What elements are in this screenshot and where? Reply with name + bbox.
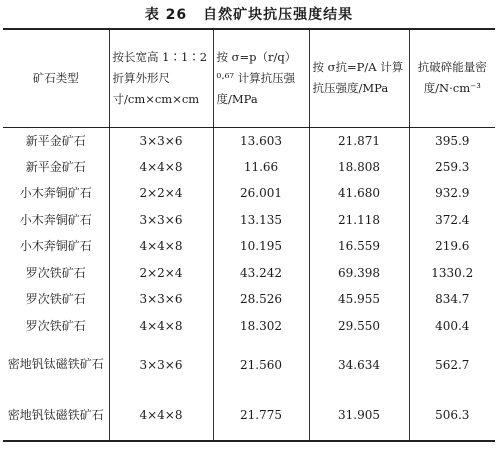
- table-row: [3, 313, 495, 340]
- cell-ore-type: 罗次铁矿石: [25, 292, 86, 307]
- cell-strength-formula: 11.66: [213, 154, 309, 181]
- cell-strength-area: 31.905: [309, 390, 409, 441]
- table-body: [3, 127, 495, 441]
- cell-energy-density: 219.6: [409, 233, 495, 260]
- cell-strength-area: 16.559: [309, 233, 409, 260]
- cell-energy-density: 400.4: [409, 313, 495, 340]
- cell-ore-type: 新平金矿石: [25, 133, 86, 148]
- cell-strength-area: 18.808: [309, 154, 409, 181]
- table-row: [3, 339, 495, 390]
- cell-size: 4×4×8: [109, 154, 213, 181]
- table-caption: 自然矿块抗压强度结果: [203, 7, 354, 23]
- table-row: [3, 154, 495, 181]
- cell-strength-area: 69.398: [309, 260, 409, 287]
- cell-strength-area: 45.955: [309, 286, 409, 313]
- header-row: [3, 29, 495, 127]
- cell-size: 2×2×4: [109, 180, 213, 207]
- cell-strength-formula: 18.302: [213, 313, 309, 340]
- data-table: [3, 28, 495, 442]
- cell-ore-type: 罗次铁矿石: [25, 265, 86, 280]
- cell-energy-density: 834.7: [409, 286, 495, 313]
- cell-ore-type: 小木奔铜矿石: [19, 212, 92, 227]
- cell-strength-formula: 21.560: [213, 339, 309, 390]
- cell-size: 3×3×6: [109, 207, 213, 234]
- cell-ore-type: 新平金矿石: [25, 159, 86, 174]
- table-row: [3, 207, 495, 234]
- table-row: [3, 127, 495, 154]
- header-size: 按长宽高 1∶1∶2 折算外形尺寸/cm×cm×cm: [109, 29, 213, 127]
- cell-size: 3×3×6: [109, 286, 213, 313]
- table-row: [3, 286, 495, 313]
- cell-strength-formula: 13.603: [213, 127, 309, 154]
- cell-size: 3×3×6: [109, 339, 213, 390]
- cell-size: 4×4×8: [109, 390, 213, 441]
- cell-energy-density: 395.9: [409, 127, 495, 154]
- cell-ore-type: 小木奔铜矿石: [19, 239, 92, 254]
- cell-energy-density: 932.9: [409, 180, 495, 207]
- cell-ore-type: 密地钒钛磁铁矿石: [3, 390, 109, 441]
- cell-ore-type: 罗次铁矿石: [25, 318, 86, 333]
- cell-strength-formula: 13.135: [213, 207, 309, 234]
- cell-energy-density: 259.3: [409, 154, 495, 181]
- cell-energy-density: 506.3: [409, 390, 495, 441]
- table-row: [3, 180, 495, 207]
- cell-strength-formula: 43.242: [213, 260, 309, 287]
- table-title: [0, 4, 498, 24]
- cell-size: 3×3×6: [109, 127, 213, 154]
- cell-energy-density: 372.4: [409, 207, 495, 234]
- cell-strength-area: 29.550: [309, 313, 409, 340]
- header-ore-type: 矿石类型: [3, 29, 109, 127]
- cell-strength-area: 41.680: [309, 180, 409, 207]
- table-row: [3, 233, 495, 260]
- header-strength-formula: 按 σ=p（r/q）⁰·⁶⁷ 计算抗压强度/MPa: [213, 29, 309, 127]
- cell-strength-area: 21.118: [309, 207, 409, 234]
- cell-ore-type: 小木奔铜矿石: [19, 186, 92, 201]
- cell-strength-formula: 21.775: [213, 390, 309, 441]
- cell-size: 4×4×8: [109, 233, 213, 260]
- cell-energy-density: 562.7: [409, 339, 495, 390]
- cell-size: 2×2×4: [109, 260, 213, 287]
- table-row: [3, 260, 495, 287]
- cell-strength-area: 21.871: [309, 127, 409, 154]
- cell-strength-formula: 10.195: [213, 233, 309, 260]
- table-number: 表 26: [144, 7, 188, 23]
- cell-strength-area: 34.634: [309, 339, 409, 390]
- cell-energy-density: 1330.2: [409, 260, 495, 287]
- cell-strength-formula: 28.526: [213, 286, 309, 313]
- table-header: [3, 29, 495, 127]
- table-row: [3, 390, 495, 441]
- header-strength-area: 按 σ抗=P/A 计算抗压强度/MPa: [309, 29, 409, 127]
- cell-ore-type: 密地钒钛磁铁矿石: [7, 357, 104, 371]
- header-energy-density: 抗破碎能量密度/N·cm⁻³: [409, 29, 495, 127]
- cell-strength-formula: 26.001: [213, 180, 309, 207]
- cell-size: 4×4×8: [109, 313, 213, 340]
